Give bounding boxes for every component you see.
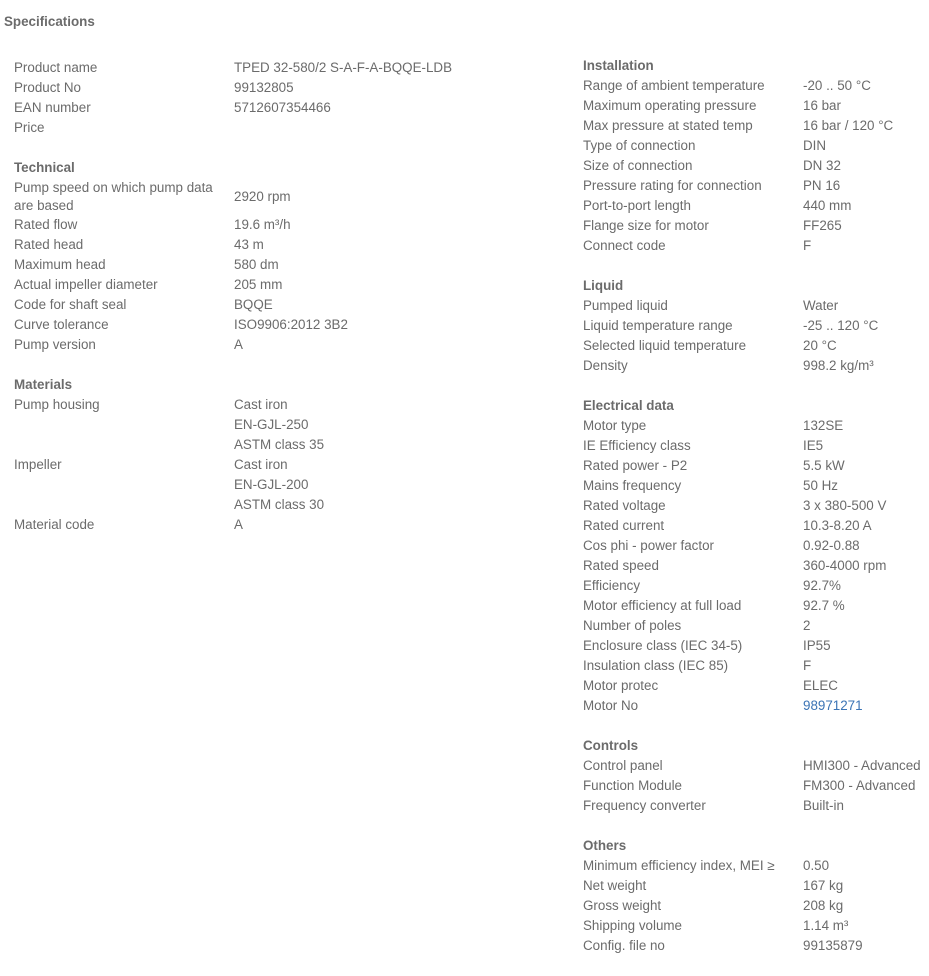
spec-row-product-name [14, 58, 554, 78]
spec-row-type-of-connection [583, 136, 929, 156]
spec-row-control-panel [583, 756, 929, 776]
spec-value [234, 315, 348, 335]
spec-value [803, 916, 848, 936]
spec-row-rated-power-p2 [583, 456, 929, 476]
spec-value-line: 92.7 % [803, 598, 845, 613]
spec-label: Product name [14, 60, 98, 75]
spec-label: Motor efficiency at full load [583, 598, 742, 613]
spec-value [803, 856, 829, 876]
spec-row-motor-protec [583, 676, 929, 696]
spec-value [803, 636, 831, 656]
spec-value-line: 16 bar / 120 °C [803, 118, 894, 133]
spec-value-line: 0.92-0.88 [803, 538, 860, 553]
spec-value-line: ELEC [803, 678, 838, 693]
spec-value [803, 456, 845, 476]
spec-row-rated-head [14, 235, 554, 255]
spec-label: Mains frequency [583, 478, 682, 493]
spec-value-line: 3 x 380-500 V [803, 498, 887, 513]
spec-label: EAN number [14, 100, 91, 115]
spec-section-installation [583, 56, 929, 256]
section-title: Controls [583, 738, 639, 753]
spec-value-line: 92.7% [803, 578, 841, 593]
spec-label: Number of poles [583, 618, 682, 633]
spec-value [803, 896, 843, 916]
spec-row-number-of-poles [583, 616, 929, 636]
spec-row-actual-impeller-diameter [14, 275, 554, 295]
spec-value-line: 5.5 kW [803, 458, 845, 473]
spec-value [803, 96, 841, 116]
specs-right-column [583, 56, 929, 976]
spec-value-line: Cast iron [234, 457, 288, 472]
spec-row-density [583, 356, 929, 376]
section-title: Materials [14, 377, 73, 392]
spec-value-line: IP55 [803, 638, 831, 653]
spec-value [803, 116, 893, 136]
spec-value-line: 2920 rpm [234, 188, 291, 204]
spec-value [803, 136, 826, 156]
spec-value [234, 255, 279, 275]
spec-label: Connect code [583, 238, 666, 253]
spec-value-line: 99135879 [803, 938, 863, 953]
spec-value [803, 516, 872, 536]
spec-value-line: ASTM class 35 [234, 437, 325, 452]
spec-label: Size of connection [583, 158, 693, 173]
spec-row-price [14, 118, 554, 138]
section-title: Electrical data [583, 398, 674, 413]
spec-section-others [583, 836, 929, 956]
spec-row-shipping-volume [583, 916, 929, 936]
spec-label: Pump version [14, 337, 96, 352]
spec-value-line: 580 dm [234, 257, 279, 272]
spec-value-line: 205 mm [234, 277, 283, 292]
spec-value [803, 776, 915, 796]
spec-label: Pump speed on which pump data are based [14, 180, 213, 213]
spec-row-motor-no [583, 696, 929, 716]
spec-label: Rated speed [583, 558, 659, 573]
spec-row-function-module [583, 776, 929, 796]
spec-row-net-weight [583, 876, 929, 896]
spec-value [234, 275, 282, 295]
spec-label: Rated head [14, 237, 84, 252]
spec-row-flange-size-for-motor [583, 216, 929, 236]
spec-value-line: 20 °C [803, 338, 837, 353]
spec-value-line: -25 .. 120 °C [803, 318, 879, 333]
spec-row-motor-efficiency-at-full-load [583, 596, 929, 616]
spec-row-pumped-liquid [583, 296, 929, 316]
spec-label: Motor type [583, 418, 647, 433]
spec-section-materials [14, 375, 554, 535]
spec-value [234, 178, 291, 215]
spec-value [234, 98, 331, 118]
spec-value [803, 196, 851, 216]
spec-label: IE Efficiency class [583, 438, 691, 453]
spec-value [234, 335, 243, 355]
spec-value [803, 596, 845, 616]
spec-value-line: PN 16 [803, 178, 841, 193]
spec-row-port-to-port-length [583, 196, 929, 216]
spec-value-line: 16 bar [803, 98, 841, 113]
spec-value-line: ASTM class 30 [234, 497, 325, 512]
spec-row-rated-voltage [583, 496, 929, 516]
spec-label: Frequency converter [583, 798, 706, 813]
spec-value [803, 656, 811, 676]
spec-row-rated-speed [583, 556, 929, 576]
spec-value-line: Cast iron [234, 397, 288, 412]
spec-value [234, 215, 291, 235]
spec-value-line: A [234, 517, 243, 532]
spec-value [803, 616, 810, 636]
spec-label: Motor protec [583, 678, 659, 693]
spec-label: Flange size for motor [583, 218, 709, 233]
spec-row-material-code [14, 515, 554, 535]
spec-value [803, 436, 823, 456]
spec-value-line: 10.3-8.20 A [803, 518, 872, 533]
spec-label: Cos phi - power factor [583, 538, 714, 553]
spec-value [234, 58, 452, 78]
spec-label: Rated current [583, 518, 665, 533]
spec-row-product-no [14, 78, 554, 98]
spec-label: Insulation class (IEC 85) [583, 658, 729, 673]
spec-label: Gross weight [583, 898, 662, 913]
spec-value [803, 216, 842, 236]
spec-row-config-file-no [583, 936, 929, 956]
spec-value-link[interactable] [803, 696, 863, 716]
spec-row-size-of-connection [583, 156, 929, 176]
spec-value-line: 50 Hz [803, 478, 838, 493]
spec-value [803, 876, 843, 896]
spec-value-line[interactable]: 98971271 [803, 698, 863, 713]
spec-value [803, 316, 878, 336]
spec-value [234, 395, 324, 455]
spec-row-pump-speed-on-which-pump-data-are-based [14, 178, 554, 215]
spec-label: Max pressure at stated temp [583, 118, 753, 133]
spec-value-line: TPED 32-580/2 S-A-F-A-BQQE-LDB [234, 60, 453, 75]
page-title: Specifications [4, 14, 95, 29]
spec-label: Actual impeller diameter [14, 277, 158, 292]
spec-section-electrical-data [583, 396, 929, 716]
spec-value-line: 132SE [803, 418, 844, 433]
section-title: Others [583, 838, 627, 853]
spec-row-impeller [14, 455, 554, 515]
spec-label: Price [14, 120, 45, 135]
spec-value [234, 78, 294, 98]
spec-value [803, 796, 844, 816]
spec-row-selected-liquid-temperature [583, 336, 929, 356]
spec-value-line: HMI300 - Advanced [803, 758, 921, 773]
spec-value-line: 360-4000 rpm [803, 558, 887, 573]
spec-section-technical [14, 158, 554, 355]
spec-value-line: DIN [803, 138, 827, 153]
spec-label: Net weight [583, 878, 647, 893]
spec-row-rated-current [583, 516, 929, 536]
spec-label: Pressure rating for connection [583, 178, 762, 193]
spec-label: Pumped liquid [583, 298, 668, 313]
spec-value-line: EN-GJL-250 [234, 417, 309, 432]
spec-value-line: ISO9906:2012 3B2 [234, 317, 348, 332]
spec-value [803, 496, 886, 516]
spec-value-line: DN 32 [803, 158, 841, 173]
spec-value [803, 296, 838, 316]
spec-section-liquid [583, 276, 929, 376]
spec-value-line: 167 kg [803, 878, 844, 893]
spec-value-line: A [234, 337, 243, 352]
spec-row-frequency-converter [583, 796, 929, 816]
spec-value [234, 235, 264, 255]
spec-row-rated-flow [14, 215, 554, 235]
spec-value [803, 236, 811, 256]
spec-row-gross-weight [583, 896, 929, 916]
spec-value-line: 5712607354466 [234, 100, 331, 115]
spec-label: Motor No [583, 698, 639, 713]
spec-value-line: FF265 [803, 218, 842, 233]
spec-value [803, 476, 838, 496]
spec-row-pump-housing [14, 395, 554, 455]
spec-row-motor-type [583, 416, 929, 436]
spec-value-line: FM300 - Advanced [803, 778, 916, 793]
spec-value-line: 208 kg [803, 898, 844, 913]
spec-label: Control panel [583, 758, 663, 773]
spec-row-maximum-operating-pressure [583, 96, 929, 116]
spec-value [803, 756, 921, 776]
spec-value [803, 536, 860, 556]
spec-row-cos-phi-power-factor [583, 536, 929, 556]
spec-value [803, 176, 840, 196]
spec-row-pump-version [14, 335, 554, 355]
spec-label: Rated voltage [583, 498, 666, 513]
spec-value-line: BQQE [234, 297, 273, 312]
spec-label: Minimum efficiency index, MEI ≥ [583, 858, 775, 873]
spec-value-line: IE5 [803, 438, 824, 453]
spec-value [803, 336, 837, 356]
spec-value-line: F [803, 658, 812, 673]
spec-row-minimum-efficiency-index-mei [583, 856, 929, 876]
section-title: Technical [14, 160, 75, 175]
section-title: Liquid [583, 278, 624, 293]
spec-value-line: 440 mm [803, 198, 852, 213]
spec-value [803, 156, 841, 176]
spec-value-line: 998.2 kg/m³ [803, 358, 874, 373]
spec-value-line: 2 [803, 618, 811, 633]
spec-label: Curve tolerance [14, 317, 109, 332]
spec-row-insulation-class-iec-85 [583, 656, 929, 676]
spec-value-line: 99132805 [234, 80, 294, 95]
spec-label: Selected liquid temperature [583, 338, 747, 353]
spec-label: Range of ambient temperature [583, 78, 765, 93]
spec-label: Type of connection [583, 138, 696, 153]
spec-row-efficiency [583, 576, 929, 596]
spec-value [803, 556, 886, 576]
spec-label: Rated flow [14, 217, 78, 232]
spec-value-line: 1.14 m³ [803, 918, 849, 933]
spec-value [234, 515, 243, 535]
spec-row-pressure-rating-for-connection [583, 176, 929, 196]
spec-row-ean-number [14, 98, 554, 118]
spec-row-liquid-temperature-range [583, 316, 929, 336]
spec-label: Maximum operating pressure [583, 98, 757, 113]
spec-label: Config. file no [583, 938, 665, 953]
spec-value-line: Built-in [803, 798, 844, 813]
spec-value [803, 76, 871, 96]
spec-row-code-for-shaft-seal [14, 295, 554, 315]
spec-section-general [14, 58, 554, 138]
spec-label: Density [583, 358, 628, 373]
spec-label: Code for shaft seal [14, 297, 127, 312]
spec-label: Maximum head [14, 257, 106, 272]
spec-value [803, 416, 843, 436]
spec-label: Enclosure class (IEC 34-5) [583, 638, 743, 653]
spec-value-line: F [803, 238, 812, 253]
spec-row-enclosure-class-iec-34-5 [583, 636, 929, 656]
spec-row-connect-code [583, 236, 929, 256]
spec-row-maximum-head [14, 255, 554, 275]
spec-value-line: EN-GJL-200 [234, 477, 309, 492]
spec-value [234, 295, 273, 315]
spec-value [234, 455, 324, 515]
spec-label: Rated power - P2 [583, 458, 688, 473]
spec-label: Efficiency [583, 578, 641, 593]
spec-row-curve-tolerance [14, 315, 554, 335]
spec-row-ie-efficiency-class [583, 436, 929, 456]
spec-value [803, 356, 874, 376]
spec-label: Liquid temperature range [583, 318, 733, 333]
spec-value [803, 676, 838, 696]
spec-value [803, 936, 863, 956]
spec-value-line: -20 .. 50 °C [803, 78, 871, 93]
spec-value-line: Water [803, 298, 839, 313]
spec-label: Function Module [583, 778, 682, 793]
spec-value [803, 576, 841, 596]
spec-value-line: 19.6 m³/h [234, 217, 291, 232]
spec-row-mains-frequency [583, 476, 929, 496]
specs-left-column [14, 58, 554, 555]
spec-label: Shipping volume [583, 918, 683, 933]
spec-row-range-of-ambient-temperature [583, 76, 929, 96]
spec-row-max-pressure-at-stated-temp [583, 116, 929, 136]
spec-label: Product No [14, 80, 81, 95]
spec-label: Pump housing [14, 397, 100, 412]
spec-value-line: 0.50 [803, 858, 830, 873]
spec-label: Impeller [14, 457, 62, 472]
spec-label: Port-to-port length [583, 198, 691, 213]
spec-section-controls [583, 736, 929, 816]
spec-label: Material code [14, 517, 95, 532]
section-title: Installation [583, 58, 654, 73]
spec-value-line: 43 m [234, 237, 264, 252]
